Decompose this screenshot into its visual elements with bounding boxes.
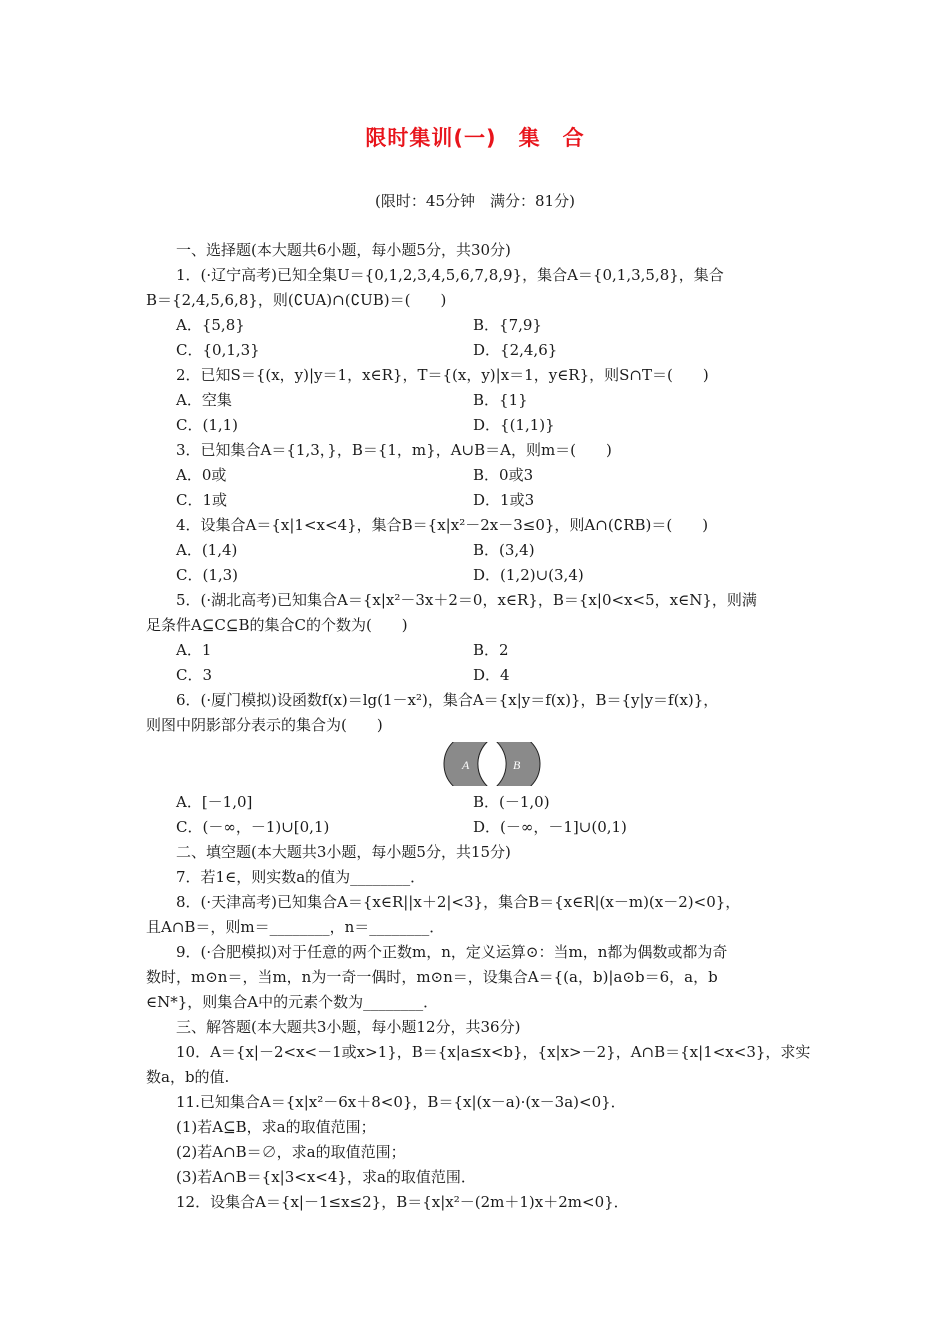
options-row [146, 563, 810, 588]
option-c: C．(－∞，－1)∪[0,1) [176, 818, 330, 836]
option-c: C．3 [176, 666, 213, 684]
question-8-cont: 且A∩B＝，则m＝________，n＝________． [146, 918, 445, 936]
options-row [146, 413, 810, 438]
question-9: 9．(·合肥模拟)对于任意的两个正数m，n，定义运算⊙：当m，n都为偶数或都为奇 [176, 943, 728, 961]
option-a: A．{5,8} [176, 316, 245, 334]
option-a: A．1 [176, 641, 212, 659]
option-d: D．4 [473, 666, 510, 684]
venn-diagram [146, 738, 810, 790]
question-8: 8．(·天津高考)已知集合A＝{x∈R||x＋2|<3}，集合B＝{x∈R|(x－m)(x－2)<0}， [176, 893, 741, 911]
question-11-part-2: (2)若A∩B＝∅，求a的取值范围； [176, 1143, 406, 1161]
option-b: B．2 [473, 641, 509, 659]
section-heading: 三、解答题(本大题共3小题，每小题12分，共36分) [176, 1018, 521, 1036]
option-b: B．{7,9} [473, 316, 542, 334]
option-b: B．(－1,0) [473, 793, 550, 811]
options-row [146, 538, 810, 563]
option-a: A．(1,4) [176, 541, 238, 559]
question-4: 4．设集合A＝{x|1<x<4}，集合B＝{x|x²－2x－3≤0}，则A∩(∁RB)＝( ) [176, 516, 709, 534]
question-1-cont: B＝{2,4,5,6,8}，则(∁UA)∩(∁UB)＝( ) [146, 291, 447, 309]
options-row [146, 313, 810, 338]
option-d: D．(－∞，－1]∪(0,1) [473, 818, 627, 836]
option-b: B．(3,4) [473, 541, 535, 559]
question-11: 11.已知集合A＝{x|x²－6x＋8<0}，B＝{x|(x－a)·(x－3a)<0}． [176, 1093, 626, 1111]
options-row [146, 338, 810, 363]
questions-body [146, 238, 810, 1215]
question-3: 3．已知集合A＝{1,3，}，B＝{1，m}，A∪B＝A，则m＝( ) [176, 441, 612, 459]
question-7: 7．若1∈，则实数a的值为________． [176, 868, 426, 886]
question-6-cont: 则图中阴影部分表示的集合为( ) [146, 716, 383, 734]
question-10: 10．A＝{x|－2<x<－1或x>1}，B＝{x|a≤x<b}，{x|x>－2}，A∩B＝{x|1<x<3}，求实 [176, 1043, 811, 1061]
option-d: D．{(1,1)} [473, 416, 555, 434]
section-heading: 二、填空题(本大题共3小题，每小题5分，共15分) [176, 843, 511, 861]
option-c: C．(1,3) [176, 566, 239, 584]
venn-diagram-svg [442, 742, 542, 786]
venn-label-a: A [462, 758, 470, 772]
option-d: D．(1,2)∪(3,4) [473, 566, 584, 584]
options-row [146, 488, 810, 513]
page-subtitle: (限时：45分钟 满分：81分) [375, 192, 575, 210]
option-a: A．0或 [176, 466, 227, 484]
question-11-part-1: (1)若A⊆B，求a的取值范围； [176, 1118, 376, 1136]
option-b: B．{1} [473, 391, 528, 409]
question-1: 1．(·辽宁高考)已知全集U＝{0,1,2,3,4,5,6,7,8,9}，集合A＝{0,1,3,5,8}，集合 [176, 266, 724, 284]
question-6: 6．(·厦门模拟)设函数f(x)＝lg(1－x²)，集合A＝{x|y＝f(x)}，B＝{y|y＝f(x)}， [176, 691, 719, 709]
question-5-cont: 足条件A⊆C⊆B的集合C的个数为( ) [146, 616, 408, 634]
options-row [146, 815, 810, 840]
option-d: D．{2,4,6} [473, 341, 558, 359]
option-d: D．1或3 [473, 491, 535, 509]
question-9-cont: ∈N*}，则集合A中的元素个数为________． [146, 993, 439, 1011]
question-12: 12．设集合A＝{x|－1≤x≤2}，B＝{x|x²－(2m＋1)x＋2m<0}． [176, 1193, 629, 1211]
option-c: C．{0,1,3} [176, 341, 260, 359]
options-row [146, 388, 810, 413]
section-heading: 一、选择题(本大题共6小题，每小题5分，共30分) [176, 241, 511, 259]
options-row [146, 463, 810, 488]
venn-label-b: B [513, 758, 521, 772]
page-title: 限时集训(一) 集 合 [365, 126, 585, 150]
question-5: 5．(·湖北高考)已知集合A＝{x|x²－3x＋2＝0，x∈R}，B＝{x|0<x<5，x∈N}，则满 [176, 591, 757, 609]
option-b: B．0或3 [473, 466, 534, 484]
question-2: 2．已知S＝{(x，y)|y＝1，x∈R}，T＝{(x，y)|x＝1，y∈R}，则S∩T＝( ) [176, 366, 709, 384]
option-c: C．1或 [176, 491, 228, 509]
option-a: A．空集 [176, 391, 232, 409]
option-a: A．[－1,0] [176, 793, 253, 811]
option-c: C．(1,1) [176, 416, 239, 434]
venn-intersection [478, 742, 506, 786]
options-row [146, 638, 810, 663]
question-9-cont: 数时，m⊙n＝，当m，n为一奇一偶时，m⊙n＝，设集合A＝{(a，b)|a⊙b＝6，a，b [146, 968, 718, 986]
question-10-cont: 数a，b的值. [146, 1068, 230, 1086]
options-row [146, 663, 810, 688]
options-row [146, 790, 810, 815]
question-11-part-3: (3)若A∩B＝{x|3<x<4}，求a的取值范围． [176, 1168, 476, 1186]
